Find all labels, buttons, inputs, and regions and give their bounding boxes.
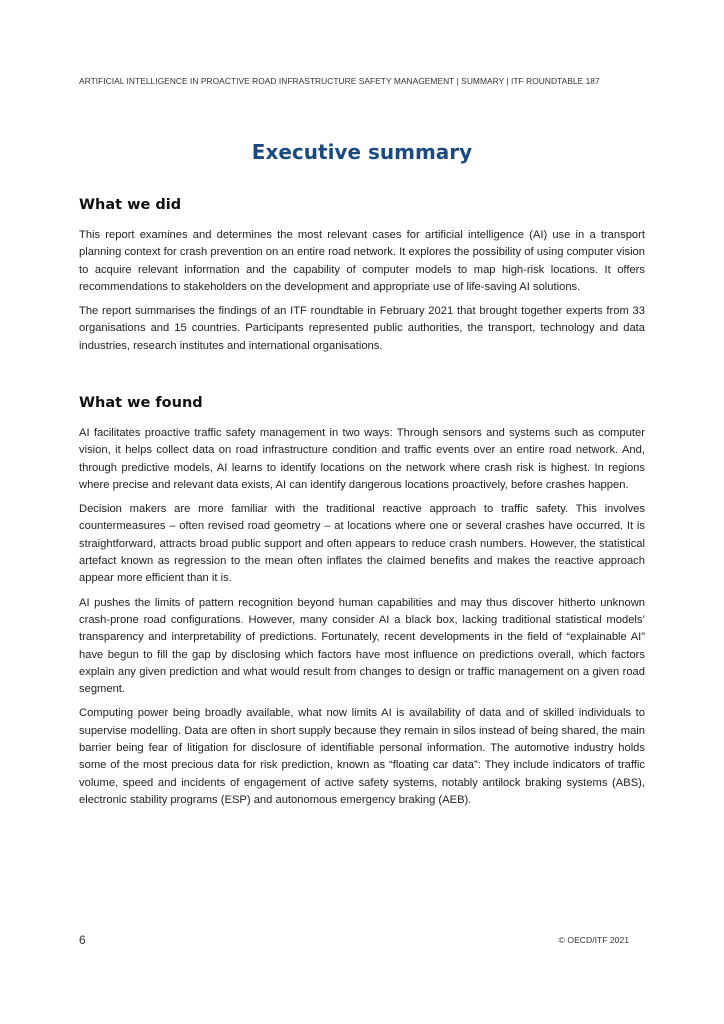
section-what-we-did <box>79 197 645 362</box>
page-title: Executive summary <box>251 140 473 165</box>
paragraph: AI facilitates proactive traffic safety management in two ways: Through sensors and systems such as computer vision, it helps collect data on road infrastructure condition and traffic events over an entire road network. And, through predictive models, AI learns to identify locations on the network where crash risk is highest. In regions where precise and relevant data exists, AI can identify dangerous locations proactively, before crashes happen. <box>79 427 645 491</box>
copyright-notice: © OECD/ITF 2021 <box>558 935 629 945</box>
running-header: ARTIFICIAL INTELLIGENCE IN PROACTIVE ROAD INFRASTRUCTURE SAFETY MANAGEMENT | SUMMARY | ITF ROUNDTABLE 187 <box>79 76 600 86</box>
paragraph: AI pushes the limits of pattern recognition beyond human capabilities and may thus discover hitherto unknown crash-prone road configurations. However, many consider AI a black box, lacking traditional statistical models’ transparency and interpretability of predictions. Fortunately, recent developments in the field of “explainable AI” have begun to fill the gap by disclosing which factors have most influence on predictions overall, which factors explain any given prediction and what would result from changes to design or traffic management on a given road segment. <box>79 596 645 696</box>
paragraph: Decision makers are more familiar with the traditional reactive approach to traffic safety. This involves countermeasures – often revised road geometry – at locations where one or several crashes have occurred. It is straightforward, attracts broad public support and often appears to reduce crash numbers. However, the statistical artefact known as regression to the mean often inflates the claimed benefits and makes the reactive approach appear more efficient than it is. <box>79 503 645 585</box>
paragraph: The report summarises the findings of an ITF roundtable in February 2021 that brought together experts from 33 organisations and 15 countries. Participants represented public authorities, the transport, technology and data industries, research institutes and international organisations. <box>79 305 645 352</box>
paragraph: Computing power being broadly available, what now limits AI is availability of data and of skilled individuals to supervise modelling. Data are often in short supply because they remain in silos instead of being shared, the main barrier being fear of litigation for disclosure of identifiable personal information. The automotive industry holds some of the most precious data for risk prediction, known as “floating car data”: They include indicators of traffic volume, speed and incidents of engagement of active safety systems, notably antilock braking systems (ABS), electronic stability programs (ESP) and autonomous emergency braking (AEB). <box>79 707 645 806</box>
section-heading: What we did <box>79 197 182 213</box>
paragraph: This report examines and determines the most relevant cases for artificial intelligence (AI) use in a transport planning context for crash prevention on an entire road network. It explores the possibility of using computer vision to acquire relevant information and the capability of computer models to map high-risk locations. It offers recommendations to stakeholders on the development and appropriate use of life-saving AI solutions. <box>79 229 645 293</box>
section-heading: What we found <box>79 395 203 411</box>
page-number: 6 <box>79 933 86 947</box>
section-what-we-found <box>79 395 645 816</box>
